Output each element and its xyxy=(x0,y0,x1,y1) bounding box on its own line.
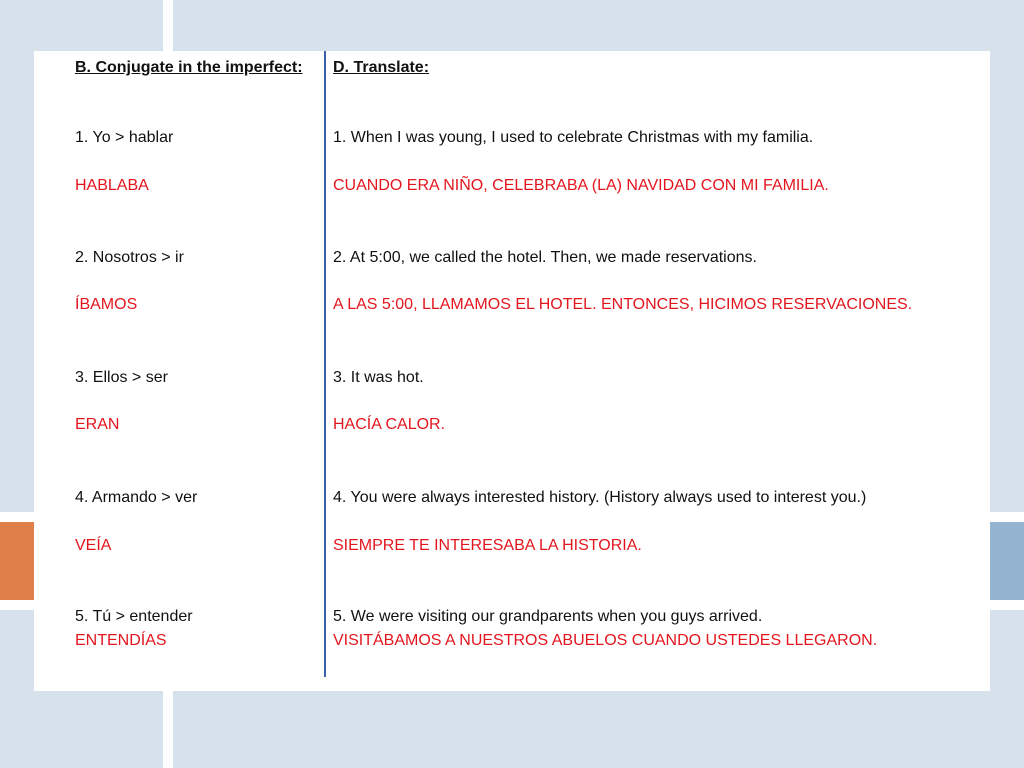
conjugate-prompt-3: 3. Ellos > ser xyxy=(75,369,168,386)
conjugate-prompt-1: 1. Yo > hablar xyxy=(75,129,174,146)
worksheet xyxy=(34,51,990,691)
accent-block-orange xyxy=(0,522,34,600)
conjugate-answer-2: ÍBAMOS xyxy=(75,296,138,313)
conjugate-prompt-2: 2. Nosotros > ir xyxy=(75,249,184,266)
conjugate-answer-3: ERAN xyxy=(75,416,120,433)
translate-answer-4: SIEMPRE TE INTERESABA LA HISTORIA. xyxy=(333,537,642,554)
translate-answer-5: VISITÁBAMOS A NUESTROS ABUELOS CUANDO USTEDES LLEGARON. xyxy=(333,632,878,649)
translate-header: D. Translate: xyxy=(333,59,430,76)
translate-prompt-2: 2. At 5:00, we called the hotel. Then, we made reservations. xyxy=(333,249,757,266)
conjugate-header: B. Conjugate in the imperfect: xyxy=(75,59,303,76)
translate-prompt-1: 1. When I was young, I used to celebrate Christmas with my familia. xyxy=(333,129,814,146)
translate-prompt-4: 4. You were always interested history. (History always used to interest you.) xyxy=(333,489,867,506)
conjugate-answer-4: VEÍA xyxy=(75,537,112,554)
accent-block-blue xyxy=(990,522,1024,600)
translate-answer-2: A LAS 5:00, LLAMAMOS EL HOTEL. ENTONCES, HICIMOS RESERVACIONES. xyxy=(333,296,913,313)
conjugate-answer-1: HABLABA xyxy=(75,177,149,194)
translate-prompt-5: 5. We were visiting our grandparents when you guys arrived. xyxy=(333,608,763,625)
translate-answer-1: CUANDO ERA NIÑO, CELEBRABA (LA) NAVIDAD CON MI FAMILIA. xyxy=(333,177,829,194)
conjugate-prompt-4: 4. Armando > ver xyxy=(75,489,198,506)
translate-answer-3: HACÍA CALOR. xyxy=(333,416,446,433)
translate-prompt-3: 3. It was hot. xyxy=(333,369,424,386)
conjugate-prompt-5: 5. Tú > entender xyxy=(75,608,193,625)
column-divider xyxy=(324,51,326,677)
conjugate-answer-5: ENTENDÍAS xyxy=(75,632,167,649)
